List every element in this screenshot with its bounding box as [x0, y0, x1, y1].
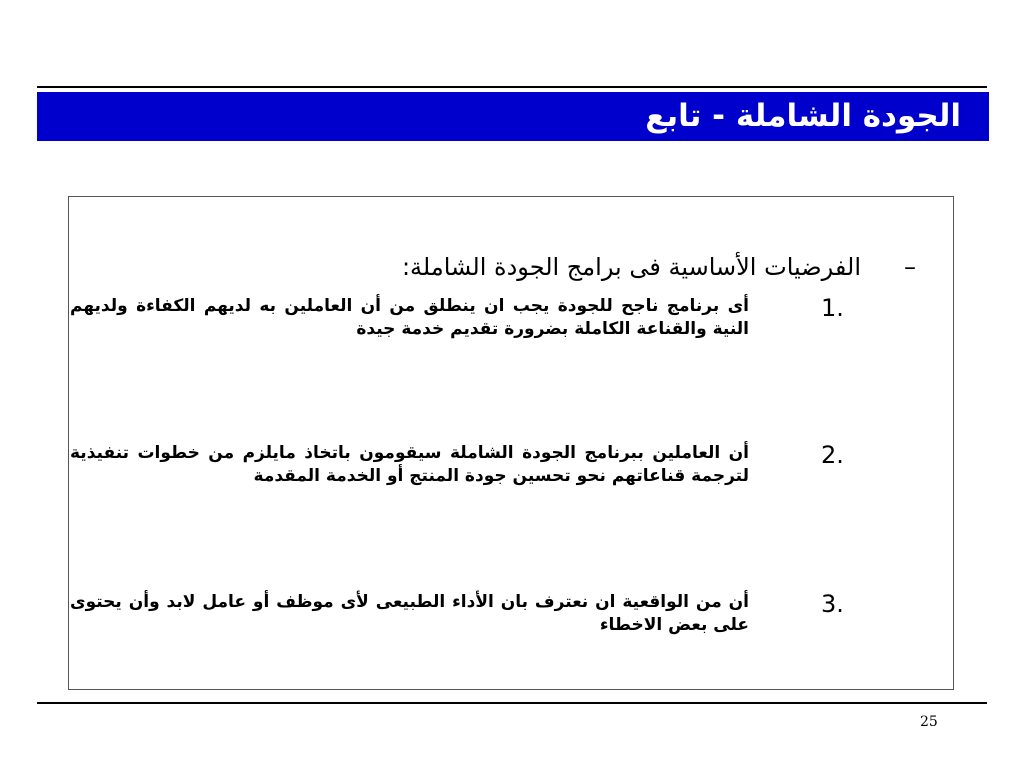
bullet-dash: –: [904, 253, 916, 281]
bottom-divider: [37, 702, 987, 704]
item-text: أن العاملين ببرنامج الجودة الشاملة سيقومون باتخاذ مايلزم من خطوات تنفيذية لترجمة قناعاتهم نحو تحسين جودة المنتج أو الخدمة المقدمة: [70, 443, 749, 486]
title-bar: [37, 92, 989, 141]
page-number: 25: [920, 714, 938, 730]
item-number: 2.: [821, 441, 844, 469]
item-number: 3.: [821, 590, 844, 618]
item-text: أى برنامج ناجح للجودة يجب ان ينطلق من أن العاملين به لديهم الكفاءة ولديهم النية والقناعة الكاملة بضرورة تقديم خدمة جيدة: [70, 296, 749, 339]
item-text: أن من الواقعية ان نعترف بان الأداء الطبيعى لأى موظف أو عامل لابد وأن يحتوى على بعض الاخطاء: [70, 592, 749, 635]
slide-title: الجودة الشاملة - تابع: [645, 98, 961, 134]
content-box: [68, 196, 954, 690]
top-divider: [37, 86, 987, 88]
intro-heading: الفرضيات الأساسية فى برامج الجودة الشاملة:: [401, 253, 861, 281]
item-number: 1.: [821, 294, 844, 322]
